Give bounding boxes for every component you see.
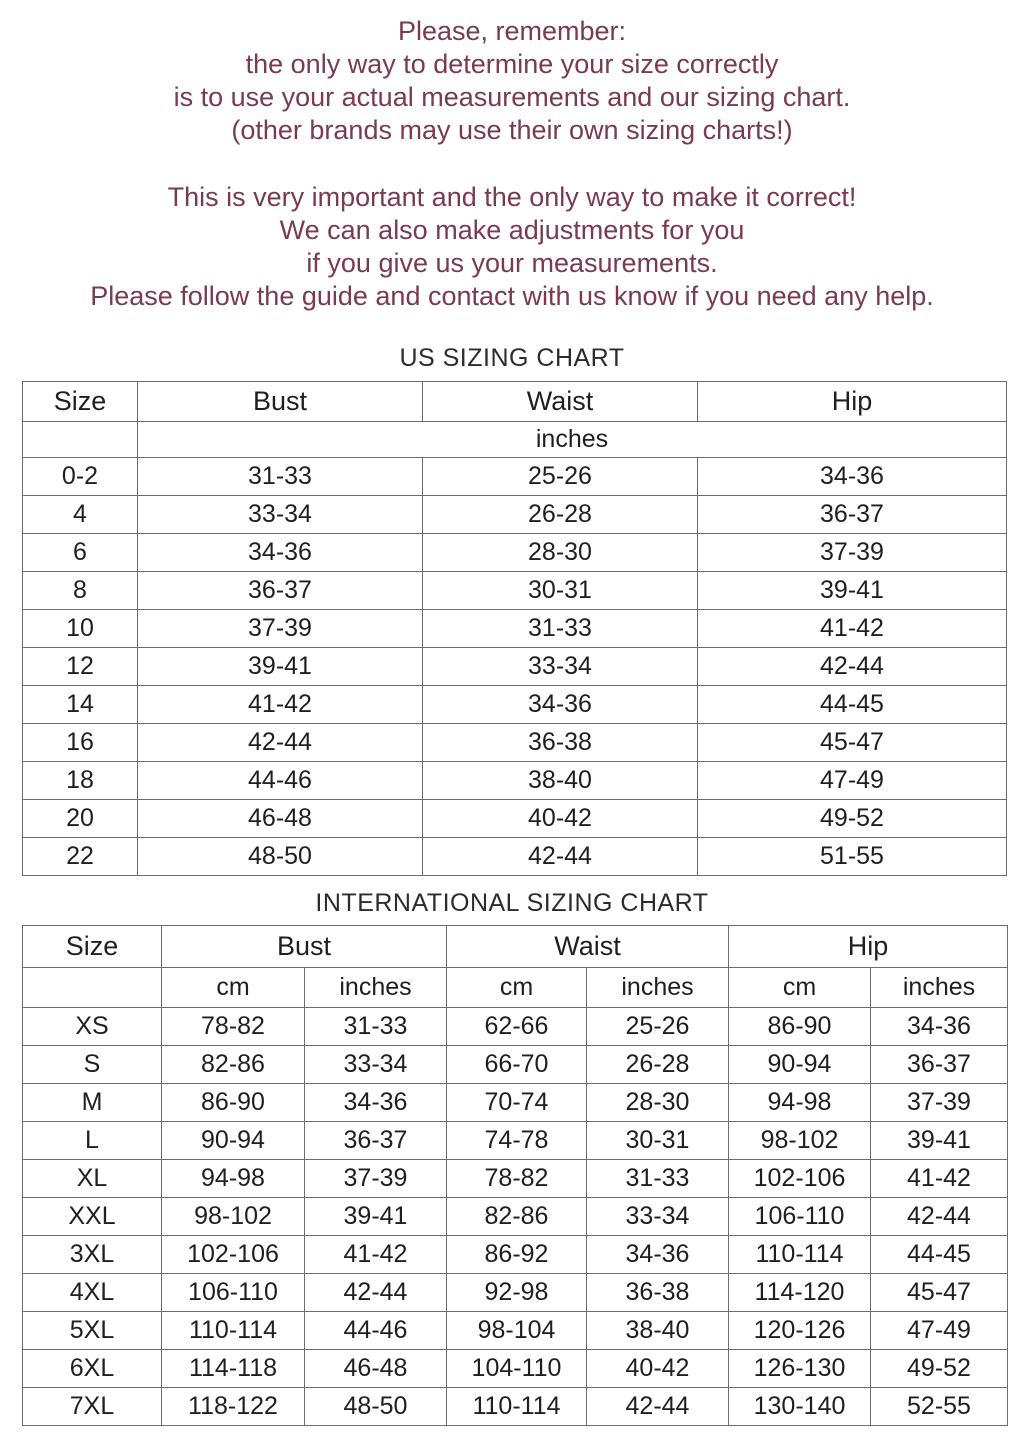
us-table-body xyxy=(23,458,1007,876)
measurement-cell: 42-44 xyxy=(698,648,1007,686)
measurement-cell: 42-44 xyxy=(871,1198,1008,1236)
bust-cm-label: cm xyxy=(162,968,305,1008)
table-row xyxy=(23,1008,1008,1046)
measurement-cell: 25-26 xyxy=(423,458,698,496)
size-cell: 4 xyxy=(23,496,138,534)
measurement-cell: 42-44 xyxy=(138,724,423,762)
size-cell: 12 xyxy=(23,648,138,686)
size-cell: 6XL xyxy=(23,1350,162,1388)
table-row xyxy=(23,1084,1008,1122)
measurement-cell: 39-41 xyxy=(871,1122,1008,1160)
measurement-cell: 74-78 xyxy=(447,1122,587,1160)
waist-cm-label: cm xyxy=(447,968,587,1008)
size-cell: 18 xyxy=(23,762,138,800)
measurement-cell: 86-90 xyxy=(162,1084,305,1122)
measurement-cell: 38-40 xyxy=(423,762,698,800)
size-cell: 14 xyxy=(23,686,138,724)
measurement-cell: 52-55 xyxy=(871,1388,1008,1426)
measurement-cell: 37-39 xyxy=(138,610,423,648)
measurement-cell: 102-106 xyxy=(162,1236,305,1274)
measurement-cell: 41-42 xyxy=(138,686,423,724)
intl-col-hip: Hip xyxy=(729,926,1008,968)
measurement-cell: 44-45 xyxy=(698,686,1007,724)
measurement-cell: 48-50 xyxy=(305,1388,447,1426)
measurement-cell: 44-45 xyxy=(871,1236,1008,1274)
intl-col-size: Size xyxy=(23,926,162,968)
measurement-cell: 36-38 xyxy=(423,724,698,762)
size-cell: 0-2 xyxy=(23,458,138,496)
measurement-cell: 110-114 xyxy=(162,1312,305,1350)
measurement-cell: 98-102 xyxy=(162,1198,305,1236)
measurement-cell: 34-36 xyxy=(698,458,1007,496)
size-cell: 20 xyxy=(23,800,138,838)
intro-paragraph-1 xyxy=(0,15,1024,147)
us-header-row xyxy=(23,382,1007,422)
size-cell: L xyxy=(23,1122,162,1160)
measurement-cell: 30-31 xyxy=(423,572,698,610)
measurement-cell: 41-42 xyxy=(305,1236,447,1274)
measurement-cell: 126-130 xyxy=(729,1350,871,1388)
intl-chart-title: INTERNATIONAL SIZING CHART xyxy=(315,889,709,917)
measurement-cell: 37-39 xyxy=(698,534,1007,572)
measurement-cell: 98-102 xyxy=(729,1122,871,1160)
measurement-cell: 106-110 xyxy=(729,1198,871,1236)
measurement-cell: 106-110 xyxy=(162,1274,305,1312)
intro-line: the only way to determine your size correctly xyxy=(245,49,779,79)
measurement-cell: 47-49 xyxy=(871,1312,1008,1350)
measurement-cell: 51-55 xyxy=(698,838,1007,876)
measurement-cell: 86-90 xyxy=(729,1008,871,1046)
us-sizing-table xyxy=(22,381,1007,876)
table-row xyxy=(23,572,1007,610)
measurement-cell: 90-94 xyxy=(729,1046,871,1084)
intl-header-row xyxy=(23,926,1008,968)
size-cell: S xyxy=(23,1046,162,1084)
us-col-bust: Bust xyxy=(138,382,423,422)
measurement-cell: 46-48 xyxy=(138,800,423,838)
measurement-cell: 34-36 xyxy=(138,534,423,572)
table-row xyxy=(23,1274,1008,1312)
table-row xyxy=(23,838,1007,876)
size-cell: XS xyxy=(23,1008,162,1046)
measurement-cell: 102-106 xyxy=(729,1160,871,1198)
intl-col-bust: Bust xyxy=(162,926,447,968)
size-cell: 10 xyxy=(23,610,138,648)
intro-line: This is very important and the only way to make it correct! xyxy=(167,182,857,212)
us-chart-title: US SIZING CHART xyxy=(399,344,625,372)
measurement-cell: 82-86 xyxy=(447,1198,587,1236)
us-col-size: Size xyxy=(23,382,138,422)
size-cell: M xyxy=(23,1084,162,1122)
measurement-cell: 110-114 xyxy=(729,1236,871,1274)
measurement-cell: 37-39 xyxy=(871,1084,1008,1122)
measurement-cell: 78-82 xyxy=(447,1160,587,1198)
measurement-cell: 41-42 xyxy=(698,610,1007,648)
measurement-cell: 31-33 xyxy=(305,1008,447,1046)
table-row xyxy=(23,800,1007,838)
size-cell: 5XL xyxy=(23,1312,162,1350)
measurement-cell: 33-34 xyxy=(138,496,423,534)
waist-inches-label: inches xyxy=(587,968,729,1008)
measurement-cell: 40-42 xyxy=(423,800,698,838)
measurement-cell: 34-36 xyxy=(305,1084,447,1122)
measurement-cell: 118-122 xyxy=(162,1388,305,1426)
measurement-cell: 44-46 xyxy=(305,1312,447,1350)
measurement-cell: 90-94 xyxy=(162,1122,305,1160)
measurement-cell: 104-110 xyxy=(447,1350,587,1388)
table-row xyxy=(23,686,1007,724)
size-cell: 8 xyxy=(23,572,138,610)
measurement-cell: 33-34 xyxy=(305,1046,447,1084)
intro-line: Please, remember: xyxy=(397,16,627,46)
measurement-cell: 49-52 xyxy=(871,1350,1008,1388)
measurement-cell: 44-46 xyxy=(138,762,423,800)
table-row xyxy=(23,496,1007,534)
intro-line: We can also make adjustments for you xyxy=(279,215,745,245)
intro-line: if you give us your measurements. xyxy=(306,248,718,278)
table-row xyxy=(23,1312,1008,1350)
us-unit-label: inches xyxy=(138,422,1007,458)
size-cell: 6 xyxy=(23,534,138,572)
measurement-cell: 39-41 xyxy=(698,572,1007,610)
measurement-cell: 26-28 xyxy=(587,1046,729,1084)
sizing-guide-page xyxy=(0,15,1024,1426)
measurement-cell: 42-44 xyxy=(423,838,698,876)
size-cell: XL xyxy=(23,1160,162,1198)
measurement-cell: 47-49 xyxy=(698,762,1007,800)
measurement-cell: 40-42 xyxy=(587,1350,729,1388)
intl-table-body xyxy=(23,1008,1008,1426)
measurement-cell: 26-28 xyxy=(423,496,698,534)
measurement-cell: 42-44 xyxy=(587,1388,729,1426)
measurement-cell: 34-36 xyxy=(423,686,698,724)
measurement-cell: 114-120 xyxy=(729,1274,871,1312)
measurement-cell: 36-37 xyxy=(871,1046,1008,1084)
measurement-cell: 34-36 xyxy=(871,1008,1008,1046)
measurement-cell: 48-50 xyxy=(138,838,423,876)
measurement-cell: 98-104 xyxy=(447,1312,587,1350)
measurement-cell: 92-98 xyxy=(447,1274,587,1312)
intro-paragraph-2 xyxy=(0,181,1024,313)
size-cell: 4XL xyxy=(23,1274,162,1312)
measurement-cell: 31-33 xyxy=(138,458,423,496)
table-row xyxy=(23,1236,1008,1274)
measurement-cell: 49-52 xyxy=(698,800,1007,838)
measurement-cell: 78-82 xyxy=(162,1008,305,1046)
measurement-cell: 33-34 xyxy=(587,1198,729,1236)
measurement-cell: 36-37 xyxy=(698,496,1007,534)
table-row xyxy=(23,1198,1008,1236)
measurement-cell: 37-39 xyxy=(305,1160,447,1198)
measurement-cell: 94-98 xyxy=(729,1084,871,1122)
us-unit-row xyxy=(23,422,1007,458)
measurement-cell: 62-66 xyxy=(447,1008,587,1046)
intl-unit-row xyxy=(23,968,1008,1008)
size-cell: XXL xyxy=(23,1198,162,1236)
measurement-cell: 28-30 xyxy=(423,534,698,572)
size-cell: 7XL xyxy=(23,1388,162,1426)
measurement-cell: 42-44 xyxy=(305,1274,447,1312)
table-row xyxy=(23,1046,1008,1084)
table-row xyxy=(23,1350,1008,1388)
measurement-cell: 28-30 xyxy=(587,1084,729,1122)
measurement-cell: 31-33 xyxy=(587,1160,729,1198)
table-row xyxy=(23,1388,1008,1426)
measurement-cell: 82-86 xyxy=(162,1046,305,1084)
us-col-hip: Hip xyxy=(698,382,1007,422)
measurement-cell: 70-74 xyxy=(447,1084,587,1122)
us-col-waist: Waist xyxy=(423,382,698,422)
measurement-cell: 46-48 xyxy=(305,1350,447,1388)
size-cell: 22 xyxy=(23,838,138,876)
measurement-cell: 66-70 xyxy=(447,1046,587,1084)
hip-cm-label: cm xyxy=(729,968,871,1008)
intl-sizing-table xyxy=(22,925,1008,1426)
measurement-cell: 120-126 xyxy=(729,1312,871,1350)
measurement-cell: 33-34 xyxy=(423,648,698,686)
measurement-cell: 39-41 xyxy=(305,1198,447,1236)
hip-inches-label: inches xyxy=(871,968,1008,1008)
table-row xyxy=(23,458,1007,496)
size-cell: 16 xyxy=(23,724,138,762)
intro-line: Please follow the guide and contact with us know if you need any help. xyxy=(90,281,934,311)
measurement-cell: 39-41 xyxy=(138,648,423,686)
measurement-cell: 30-31 xyxy=(587,1122,729,1160)
measurement-cell: 36-38 xyxy=(587,1274,729,1312)
table-row xyxy=(23,762,1007,800)
measurement-cell: 25-26 xyxy=(587,1008,729,1046)
empty-cell xyxy=(23,968,162,1008)
intro-line: is to use your actual measurements and our sizing chart. xyxy=(173,82,851,112)
intl-col-waist: Waist xyxy=(447,926,729,968)
bust-inches-label: inches xyxy=(305,968,447,1008)
measurement-cell: 130-140 xyxy=(729,1388,871,1426)
intro-line: (other brands may use their own sizing charts!) xyxy=(231,115,793,145)
measurement-cell: 45-47 xyxy=(698,724,1007,762)
measurement-cell: 41-42 xyxy=(871,1160,1008,1198)
table-row xyxy=(23,534,1007,572)
table-row xyxy=(23,724,1007,762)
measurement-cell: 38-40 xyxy=(587,1312,729,1350)
measurement-cell: 31-33 xyxy=(423,610,698,648)
measurement-cell: 36-37 xyxy=(305,1122,447,1160)
measurement-cell: 34-36 xyxy=(587,1236,729,1274)
measurement-cell: 86-92 xyxy=(447,1236,587,1274)
table-row xyxy=(23,1122,1008,1160)
empty-cell xyxy=(23,422,138,458)
table-row xyxy=(23,1160,1008,1198)
measurement-cell: 94-98 xyxy=(162,1160,305,1198)
measurement-cell: 110-114 xyxy=(447,1388,587,1426)
table-row xyxy=(23,610,1007,648)
table-row xyxy=(23,648,1007,686)
measurement-cell: 114-118 xyxy=(162,1350,305,1388)
measurement-cell: 45-47 xyxy=(871,1274,1008,1312)
measurement-cell: 36-37 xyxy=(138,572,423,610)
size-cell: 3XL xyxy=(23,1236,162,1274)
